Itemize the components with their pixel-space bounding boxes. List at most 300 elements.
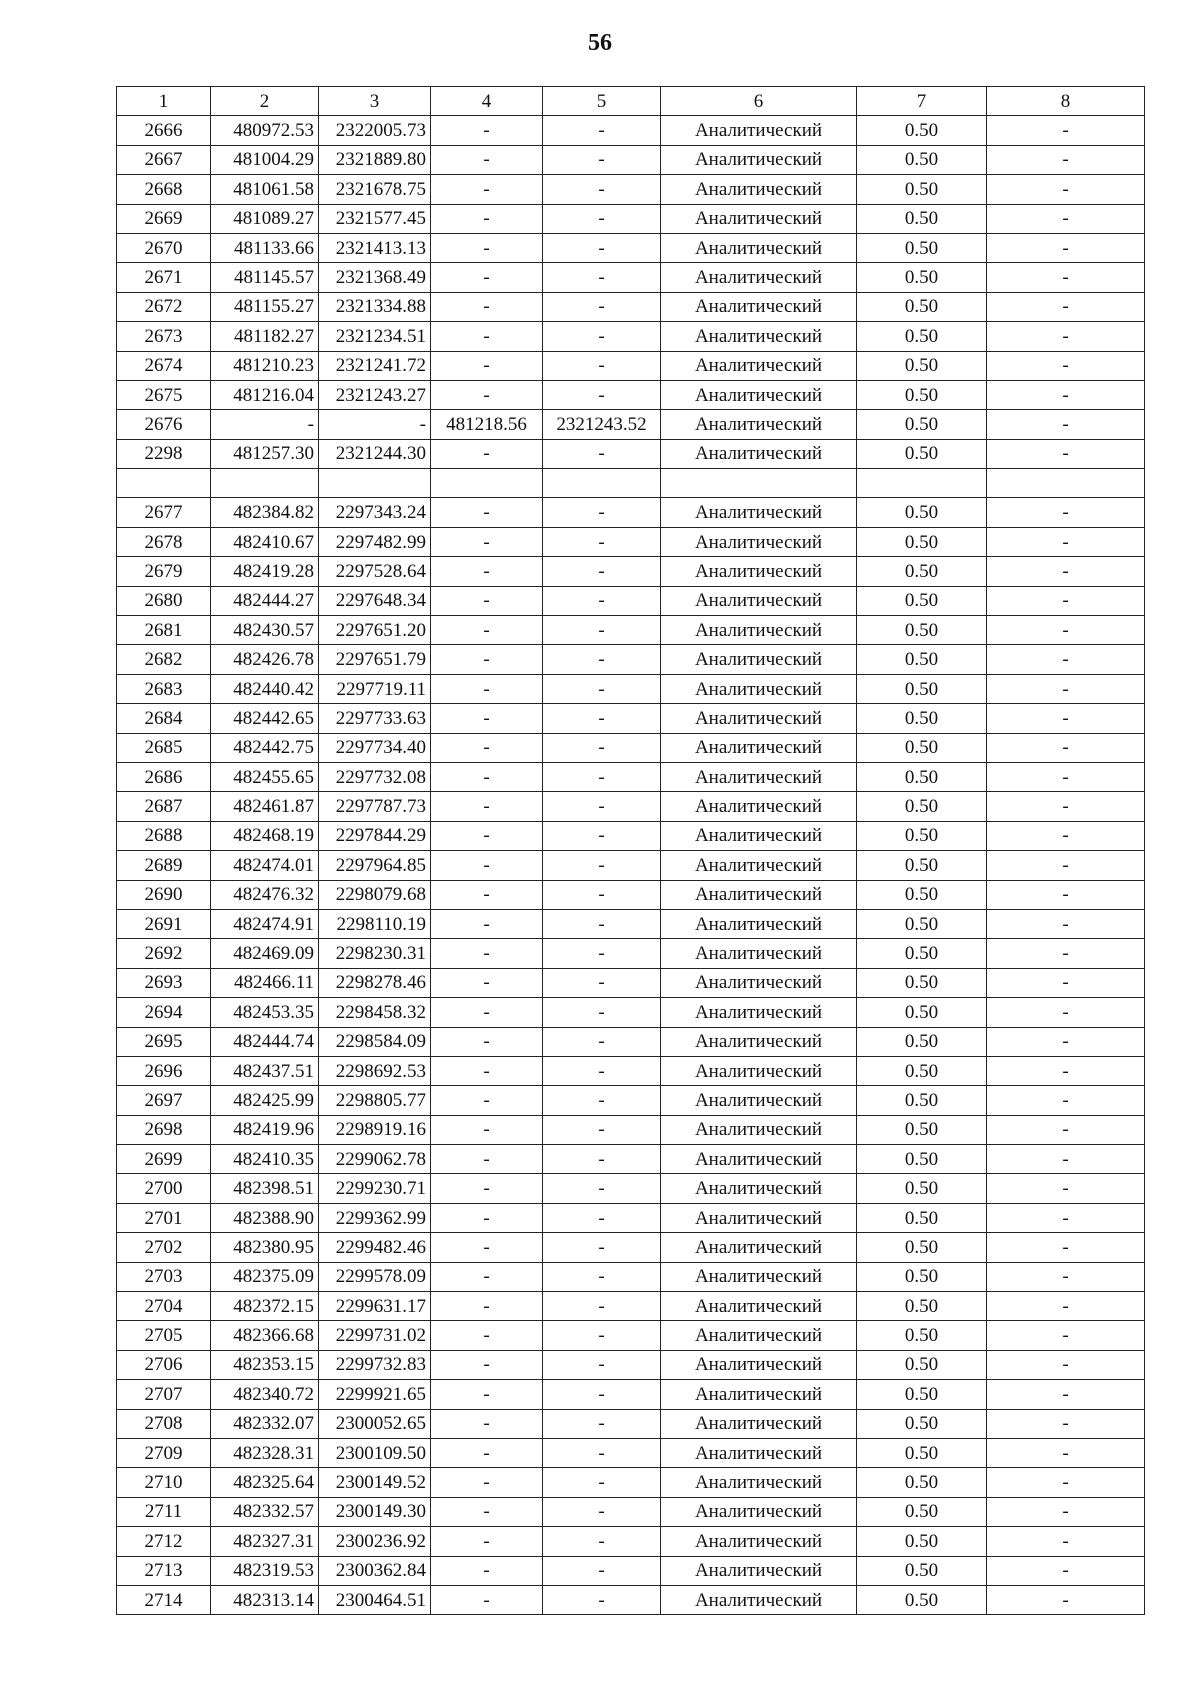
table-cell-col-2: 482453.35 bbox=[211, 998, 319, 1027]
table-row bbox=[117, 851, 1145, 880]
header-cell-5: 5 bbox=[543, 87, 661, 116]
table-cell-col-5: - bbox=[543, 351, 661, 380]
table-cell-col-6: Аналитический bbox=[661, 851, 857, 880]
table-cell-col-4: - bbox=[431, 557, 543, 586]
table-cell-col-8: - bbox=[987, 233, 1145, 262]
table-cell-col-2: 482440.42 bbox=[211, 674, 319, 703]
table-cell-col-1: 2710 bbox=[117, 1468, 211, 1497]
table-cell-col-2: 482442.65 bbox=[211, 704, 319, 733]
table-cell-col-7: 0.50 bbox=[857, 1556, 987, 1585]
table-row bbox=[117, 909, 1145, 938]
table-cell-col-2: 482327.31 bbox=[211, 1527, 319, 1556]
table-row bbox=[117, 469, 1145, 498]
table-cell-col-5: - bbox=[543, 292, 661, 321]
table-cell-col-4: - bbox=[431, 439, 543, 468]
table-cell-col-7: 0.50 bbox=[857, 1321, 987, 1350]
header-cell-1: 1 bbox=[117, 87, 211, 116]
table-cell-col-6: Аналитический bbox=[661, 1321, 857, 1350]
table-cell-col-7: 0.50 bbox=[857, 762, 987, 791]
table-cell-col-7: 0.50 bbox=[857, 704, 987, 733]
table-cell-col-7: 0.50 bbox=[857, 1115, 987, 1144]
table-cell-col-8: - bbox=[987, 145, 1145, 174]
table-cell-col-7: 0.50 bbox=[857, 1409, 987, 1438]
table-cell-col-7: 0.50 bbox=[857, 116, 987, 145]
table-cell-col-8: - bbox=[987, 1438, 1145, 1467]
table-cell-col-3: 2321889.80 bbox=[319, 145, 431, 174]
table-cell-col-8: - bbox=[987, 821, 1145, 850]
table-cell-col-5: - bbox=[543, 263, 661, 292]
table-cell-col-3: 2298692.53 bbox=[319, 1056, 431, 1085]
table-cell-col-7: 0.50 bbox=[857, 498, 987, 527]
table-cell-col-1: 2667 bbox=[117, 145, 211, 174]
table-cell-col-2: 481155.27 bbox=[211, 292, 319, 321]
table-cell-col-6: Аналитический bbox=[661, 1497, 857, 1526]
table-cell-col-2: 482332.57 bbox=[211, 1497, 319, 1526]
table-cell-col-8: - bbox=[987, 998, 1145, 1027]
table-cell-col-2: 482319.53 bbox=[211, 1556, 319, 1585]
table-cell-col-2: 482419.28 bbox=[211, 557, 319, 586]
table-cell-col-5: - bbox=[543, 1380, 661, 1409]
table-cell-col-2: 481210.23 bbox=[211, 351, 319, 380]
table-cell-col-8: - bbox=[987, 1115, 1145, 1144]
table-cell-col-1: 2672 bbox=[117, 292, 211, 321]
table-cell-col-5: - bbox=[543, 586, 661, 615]
table-cell-col-3: 2298805.77 bbox=[319, 1086, 431, 1115]
table-cell-col-6: Аналитический bbox=[661, 674, 857, 703]
table-cell-col-2: 482430.57 bbox=[211, 616, 319, 645]
table-row bbox=[117, 1468, 1145, 1497]
table-cell-col-7: 0.50 bbox=[857, 1527, 987, 1556]
table-cell-col-2: 481182.27 bbox=[211, 322, 319, 351]
table-cell-col-1: 2697 bbox=[117, 1086, 211, 1115]
table-cell-col-2: 482332.07 bbox=[211, 1409, 319, 1438]
table-cell-col-8: - bbox=[987, 616, 1145, 645]
table-cell-col-5: - bbox=[543, 880, 661, 909]
table-cell-col-3: 2298110.19 bbox=[319, 909, 431, 938]
table-cell-col-8: - bbox=[987, 1056, 1145, 1085]
table-cell-col-4: - bbox=[431, 909, 543, 938]
table-cell-col-1: 2706 bbox=[117, 1350, 211, 1379]
table-cell-col-4: - bbox=[431, 1380, 543, 1409]
table-cell-col-4: - bbox=[431, 733, 543, 762]
table-cell-col-7: 0.50 bbox=[857, 145, 987, 174]
table-row bbox=[117, 733, 1145, 762]
table-cell-col-6: Аналитический bbox=[661, 1468, 857, 1497]
table-cell-col-4: - bbox=[431, 645, 543, 674]
table-cell-col-1: 2692 bbox=[117, 939, 211, 968]
table-cell-col-1: 2675 bbox=[117, 380, 211, 409]
table-cell-col-5: - bbox=[543, 1174, 661, 1203]
page-number: 56 bbox=[588, 30, 612, 56]
table-cell-col-3: 2297528.64 bbox=[319, 557, 431, 586]
table-cell-col-2 bbox=[211, 469, 319, 498]
table-cell-col-8: - bbox=[987, 909, 1145, 938]
table-cell-col-2: 482455.65 bbox=[211, 762, 319, 791]
table-cell-col-3: 2321368.49 bbox=[319, 263, 431, 292]
table-cell-col-6: Аналитический bbox=[661, 204, 857, 233]
table-row bbox=[117, 1556, 1145, 1585]
table-cell-col-8: - bbox=[987, 1527, 1145, 1556]
table-cell-col-3: 2299482.46 bbox=[319, 1233, 431, 1262]
table-cell-col-4: - bbox=[431, 851, 543, 880]
table-cell-col-8 bbox=[987, 469, 1145, 498]
table-cell-col-2: 482366.68 bbox=[211, 1321, 319, 1350]
table-cell-col-6: Аналитический bbox=[661, 380, 857, 409]
table-cell-col-4: - bbox=[431, 1027, 543, 1056]
table-cell-col-5: - bbox=[543, 527, 661, 556]
table-cell-col-2: 482469.09 bbox=[211, 939, 319, 968]
table-cell-col-3: 2297651.79 bbox=[319, 645, 431, 674]
table-cell-col-2: 482426.78 bbox=[211, 645, 319, 674]
table-cell-col-7: 0.50 bbox=[857, 1086, 987, 1115]
table-cell-col-6: Аналитический bbox=[661, 1056, 857, 1085]
table-row bbox=[117, 1380, 1145, 1409]
table-cell-col-4: - bbox=[431, 1527, 543, 1556]
table-cell-col-5: - bbox=[543, 1027, 661, 1056]
table-row bbox=[117, 939, 1145, 968]
table-cell-col-8: - bbox=[987, 968, 1145, 997]
table-cell-col-5: - bbox=[543, 998, 661, 1027]
table-cell-col-7: 0.50 bbox=[857, 1497, 987, 1526]
table-row bbox=[117, 1409, 1145, 1438]
table-cell-col-3: 2297787.73 bbox=[319, 792, 431, 821]
table-row bbox=[117, 557, 1145, 586]
table-cell-col-8: - bbox=[987, 1556, 1145, 1585]
table-cell-col-3: 2298919.16 bbox=[319, 1115, 431, 1144]
header-cell-4: 4 bbox=[431, 87, 543, 116]
table-cell-col-1 bbox=[117, 469, 211, 498]
table-cell-col-7: 0.50 bbox=[857, 1380, 987, 1409]
table-cell-col-5: - bbox=[543, 645, 661, 674]
table-cell-col-4: - bbox=[431, 1497, 543, 1526]
table-cell-col-5: - bbox=[543, 498, 661, 527]
table-cell-col-1: 2695 bbox=[117, 1027, 211, 1056]
table-cell-col-1: 2668 bbox=[117, 175, 211, 204]
table-cell-col-2: 481257.30 bbox=[211, 439, 319, 468]
table-cell-col-2: 482444.74 bbox=[211, 1027, 319, 1056]
table-cell-col-2: 482466.11 bbox=[211, 968, 319, 997]
table-cell-col-3: 2300052.65 bbox=[319, 1409, 431, 1438]
table-row bbox=[117, 704, 1145, 733]
coordinates-table bbox=[116, 86, 1145, 1615]
table-cell-col-7: 0.50 bbox=[857, 380, 987, 409]
table-row bbox=[117, 1438, 1145, 1467]
table-cell-col-3: 2300149.52 bbox=[319, 1468, 431, 1497]
table-cell-col-1: 2711 bbox=[117, 1497, 211, 1526]
table-cell-col-1: 2712 bbox=[117, 1527, 211, 1556]
table-cell-col-6 bbox=[661, 469, 857, 498]
table-cell-col-2: 482444.27 bbox=[211, 586, 319, 615]
table-row bbox=[117, 498, 1145, 527]
table-cell-col-2: 482380.95 bbox=[211, 1233, 319, 1262]
table-cell-col-5: - bbox=[543, 792, 661, 821]
table-cell-col-5: - bbox=[543, 762, 661, 791]
table-cell-col-7: 0.50 bbox=[857, 1056, 987, 1085]
header-row bbox=[117, 87, 1145, 116]
table-cell-col-5: - bbox=[543, 1056, 661, 1085]
table-header bbox=[117, 87, 1145, 116]
table-cell-col-5: - bbox=[543, 1527, 661, 1556]
table-cell-col-1: 2705 bbox=[117, 1321, 211, 1350]
table-cell-col-1: 2671 bbox=[117, 263, 211, 292]
table-cell-col-3: 2322005.73 bbox=[319, 116, 431, 145]
table-row bbox=[117, 1262, 1145, 1291]
table-cell-col-4: - bbox=[431, 175, 543, 204]
table-cell-col-4: - bbox=[431, 1556, 543, 1585]
table-cell-col-3: 2300236.92 bbox=[319, 1527, 431, 1556]
table-cell-col-1: 2702 bbox=[117, 1233, 211, 1262]
table-row bbox=[117, 322, 1145, 351]
table-cell-col-8: - bbox=[987, 557, 1145, 586]
table-cell-col-7: 0.50 bbox=[857, 263, 987, 292]
table-cell-col-8: - bbox=[987, 1321, 1145, 1350]
table-cell-col-8: - bbox=[987, 880, 1145, 909]
table-cell-col-4: - bbox=[431, 880, 543, 909]
table-cell-col-8: - bbox=[987, 1203, 1145, 1232]
table-cell-col-3: 2321413.13 bbox=[319, 233, 431, 262]
table-cell-col-2: 482442.75 bbox=[211, 733, 319, 762]
table-cell-col-8: - bbox=[987, 1086, 1145, 1115]
table-cell-col-2: 482353.15 bbox=[211, 1350, 319, 1379]
table-cell-col-7: 0.50 bbox=[857, 439, 987, 468]
table-cell-col-1: 2673 bbox=[117, 322, 211, 351]
table-row bbox=[117, 145, 1145, 174]
header-cell-7: 7 bbox=[857, 87, 987, 116]
table-cell-col-2: 482461.87 bbox=[211, 792, 319, 821]
table-cell-col-4: - bbox=[431, 1321, 543, 1350]
table-row bbox=[117, 674, 1145, 703]
table-cell-col-1: 2681 bbox=[117, 616, 211, 645]
table-cell-col-8: - bbox=[987, 792, 1145, 821]
table-cell-col-5: - bbox=[543, 1556, 661, 1585]
table-cell-col-1: 2670 bbox=[117, 233, 211, 262]
table-cell-col-8: - bbox=[987, 674, 1145, 703]
table-cell-col-6: Аналитический bbox=[661, 998, 857, 1027]
table-cell-col-2: 482468.19 bbox=[211, 821, 319, 850]
table-cell-col-6: Аналитический bbox=[661, 1233, 857, 1262]
table-row bbox=[117, 762, 1145, 791]
table-cell-col-5: - bbox=[543, 233, 661, 262]
table-row bbox=[117, 351, 1145, 380]
table-cell-col-2: 482425.99 bbox=[211, 1086, 319, 1115]
table-cell-col-8: - bbox=[987, 263, 1145, 292]
table-cell-col-7: 0.50 bbox=[857, 909, 987, 938]
table-cell-col-5: - bbox=[543, 116, 661, 145]
table-cell-col-6: Аналитический bbox=[661, 704, 857, 733]
table-cell-col-4: - bbox=[431, 1350, 543, 1379]
table-cell-col-5: - bbox=[543, 1409, 661, 1438]
table-cell-col-6: Аналитический bbox=[661, 645, 857, 674]
table-cell-col-5: - bbox=[543, 145, 661, 174]
table-cell-col-3: 2298230.31 bbox=[319, 939, 431, 968]
table-cell-col-7: 0.50 bbox=[857, 351, 987, 380]
table-cell-col-2: 481061.58 bbox=[211, 175, 319, 204]
table-cell-col-3: 2300149.30 bbox=[319, 1497, 431, 1526]
table-cell-col-7: 0.50 bbox=[857, 1203, 987, 1232]
table-cell-col-5: - bbox=[543, 968, 661, 997]
table-cell-col-2: 482313.14 bbox=[211, 1585, 319, 1614]
table-cell-col-4: - bbox=[431, 704, 543, 733]
table-cell-col-1: 2680 bbox=[117, 586, 211, 615]
table-cell-col-1: 2691 bbox=[117, 909, 211, 938]
table-cell-col-6: Аналитический bbox=[661, 527, 857, 556]
table-cell-col-4: - bbox=[431, 351, 543, 380]
table-cell-col-1: 2669 bbox=[117, 204, 211, 233]
table-cell-col-4: - bbox=[431, 1292, 543, 1321]
table-cell-col-4 bbox=[431, 469, 543, 498]
table-row bbox=[117, 1292, 1145, 1321]
table-cell-col-4: - bbox=[431, 1203, 543, 1232]
table-cell-col-5: - bbox=[543, 439, 661, 468]
table-cell-col-2: 482474.91 bbox=[211, 909, 319, 938]
table-cell-col-5: - bbox=[543, 1292, 661, 1321]
table-cell-col-4: - bbox=[431, 1438, 543, 1467]
table-cell-col-6: Аналитический bbox=[661, 1086, 857, 1115]
table-cell-col-6: Аналитический bbox=[661, 145, 857, 174]
table-cell-col-2: 481145.57 bbox=[211, 263, 319, 292]
table-cell-col-3: 2321241.72 bbox=[319, 351, 431, 380]
table-row bbox=[117, 292, 1145, 321]
table-cell-col-1: 2690 bbox=[117, 880, 211, 909]
table-cell-col-6: Аналитический bbox=[661, 1292, 857, 1321]
table-cell-col-3: 2300109.50 bbox=[319, 1438, 431, 1467]
table-cell-col-3: 2321334.88 bbox=[319, 292, 431, 321]
table-cell-col-7: 0.50 bbox=[857, 674, 987, 703]
table-cell-col-3: 2298584.09 bbox=[319, 1027, 431, 1056]
table-cell-col-3: 2297719.11 bbox=[319, 674, 431, 703]
table-row bbox=[117, 439, 1145, 468]
table-cell-col-7: 0.50 bbox=[857, 322, 987, 351]
table-cell-col-4: - bbox=[431, 1145, 543, 1174]
table-cell-col-1: 2704 bbox=[117, 1292, 211, 1321]
table-cell-col-2: 482474.01 bbox=[211, 851, 319, 880]
table-cell-col-2: 482375.09 bbox=[211, 1262, 319, 1291]
table-cell-col-3: 2297733.63 bbox=[319, 704, 431, 733]
table-cell-col-2: 481089.27 bbox=[211, 204, 319, 233]
table-row bbox=[117, 116, 1145, 145]
table-cell-col-1: 2298 bbox=[117, 439, 211, 468]
table-cell-col-2: 482419.96 bbox=[211, 1115, 319, 1144]
table-cell-col-8: - bbox=[987, 733, 1145, 762]
table-cell-col-5: - bbox=[543, 851, 661, 880]
table-cell-col-7: 0.50 bbox=[857, 645, 987, 674]
table-cell-col-8: - bbox=[987, 1145, 1145, 1174]
table-row bbox=[117, 616, 1145, 645]
table-cell-col-4: - bbox=[431, 1262, 543, 1291]
table-cell-col-4: - bbox=[431, 1086, 543, 1115]
table-cell-col-4: - bbox=[431, 263, 543, 292]
table-cell-col-8: - bbox=[987, 1292, 1145, 1321]
table-cell-col-3: 2297964.85 bbox=[319, 851, 431, 880]
table-cell-col-7: 0.50 bbox=[857, 527, 987, 556]
table-cell-col-8: - bbox=[987, 1409, 1145, 1438]
table-cell-col-1: 2679 bbox=[117, 557, 211, 586]
table-cell-col-4: - bbox=[431, 204, 543, 233]
table-cell-col-5: - bbox=[543, 175, 661, 204]
table-cell-col-8: - bbox=[987, 1027, 1145, 1056]
table-cell-col-1: 2685 bbox=[117, 733, 211, 762]
table-row bbox=[117, 1056, 1145, 1085]
table-cell-col-4: - bbox=[431, 380, 543, 409]
table-cell-col-3: 2321678.75 bbox=[319, 175, 431, 204]
table-cell-col-2: 482476.32 bbox=[211, 880, 319, 909]
table-cell-col-4: - bbox=[431, 1233, 543, 1262]
table-cell-col-5: - bbox=[543, 1203, 661, 1232]
table-cell-col-8: - bbox=[987, 762, 1145, 791]
table-cell-col-8: - bbox=[987, 704, 1145, 733]
table-cell-col-7: 0.50 bbox=[857, 586, 987, 615]
table-row bbox=[117, 1203, 1145, 1232]
table-cell-col-1: 2699 bbox=[117, 1145, 211, 1174]
table-row bbox=[117, 998, 1145, 1027]
table-cell-col-6: Аналитический bbox=[661, 263, 857, 292]
table-row bbox=[117, 527, 1145, 556]
table-cell-col-1: 2696 bbox=[117, 1056, 211, 1085]
table-cell-col-3: 2297734.40 bbox=[319, 733, 431, 762]
table-cell-col-4: - bbox=[431, 762, 543, 791]
table-cell-col-8: - bbox=[987, 204, 1145, 233]
table-cell-col-3: 2297844.29 bbox=[319, 821, 431, 850]
table-cell-col-5: - bbox=[543, 1145, 661, 1174]
table-cell-col-2: - bbox=[211, 410, 319, 439]
table-cell-col-2: 482372.15 bbox=[211, 1292, 319, 1321]
table-cell-col-4: - bbox=[431, 1115, 543, 1144]
table-cell-col-6: Аналитический bbox=[661, 439, 857, 468]
table-cell-col-7: 0.50 bbox=[857, 998, 987, 1027]
table-row bbox=[117, 1321, 1145, 1350]
table-cell-col-1: 2666 bbox=[117, 116, 211, 145]
table-cell-col-4: - bbox=[431, 674, 543, 703]
table-cell-col-8: - bbox=[987, 1174, 1145, 1203]
table-cell-col-2: 482388.90 bbox=[211, 1203, 319, 1232]
table-cell-col-1: 2689 bbox=[117, 851, 211, 880]
table-cell-col-3: 2299062.78 bbox=[319, 1145, 431, 1174]
table-row bbox=[117, 645, 1145, 674]
table-cell-col-3: 2321244.30 bbox=[319, 439, 431, 468]
table-cell-col-5: - bbox=[543, 1497, 661, 1526]
table-cell-col-8: - bbox=[987, 1262, 1145, 1291]
table-cell-col-1: 2708 bbox=[117, 1409, 211, 1438]
table-cell-col-3: 2300464.51 bbox=[319, 1585, 431, 1614]
table-cell-col-1: 2703 bbox=[117, 1262, 211, 1291]
table-cell-col-1: 2693 bbox=[117, 968, 211, 997]
table-cell-col-5: - bbox=[543, 704, 661, 733]
table-cell-col-8: - bbox=[987, 586, 1145, 615]
header-cell-3: 3 bbox=[319, 87, 431, 116]
table-cell-col-6: Аналитический bbox=[661, 1350, 857, 1379]
table-cell-col-8: - bbox=[987, 498, 1145, 527]
table-cell-col-1: 2694 bbox=[117, 998, 211, 1027]
table-cell-col-6: Аналитический bbox=[661, 616, 857, 645]
table-row bbox=[117, 1086, 1145, 1115]
table-cell-col-7: 0.50 bbox=[857, 851, 987, 880]
table-cell-col-6: Аналитический bbox=[661, 1380, 857, 1409]
table-cell-col-3: 2321243.27 bbox=[319, 380, 431, 409]
table-cell-col-5: - bbox=[543, 733, 661, 762]
table-cell-col-6: Аналитический bbox=[661, 1174, 857, 1203]
table-cell-col-6: Аналитический bbox=[661, 1115, 857, 1144]
table-cell-col-4: - bbox=[431, 145, 543, 174]
table-row bbox=[117, 821, 1145, 850]
table-cell-col-8: - bbox=[987, 380, 1145, 409]
table-cell-col-1: 2677 bbox=[117, 498, 211, 527]
table-cell-col-2: 480972.53 bbox=[211, 116, 319, 145]
table-row bbox=[117, 880, 1145, 909]
table-cell-col-7: 0.50 bbox=[857, 204, 987, 233]
table-cell-col-3: 2297732.08 bbox=[319, 762, 431, 791]
table-cell-col-6: Аналитический bbox=[661, 1262, 857, 1291]
table-cell-col-4: - bbox=[431, 292, 543, 321]
